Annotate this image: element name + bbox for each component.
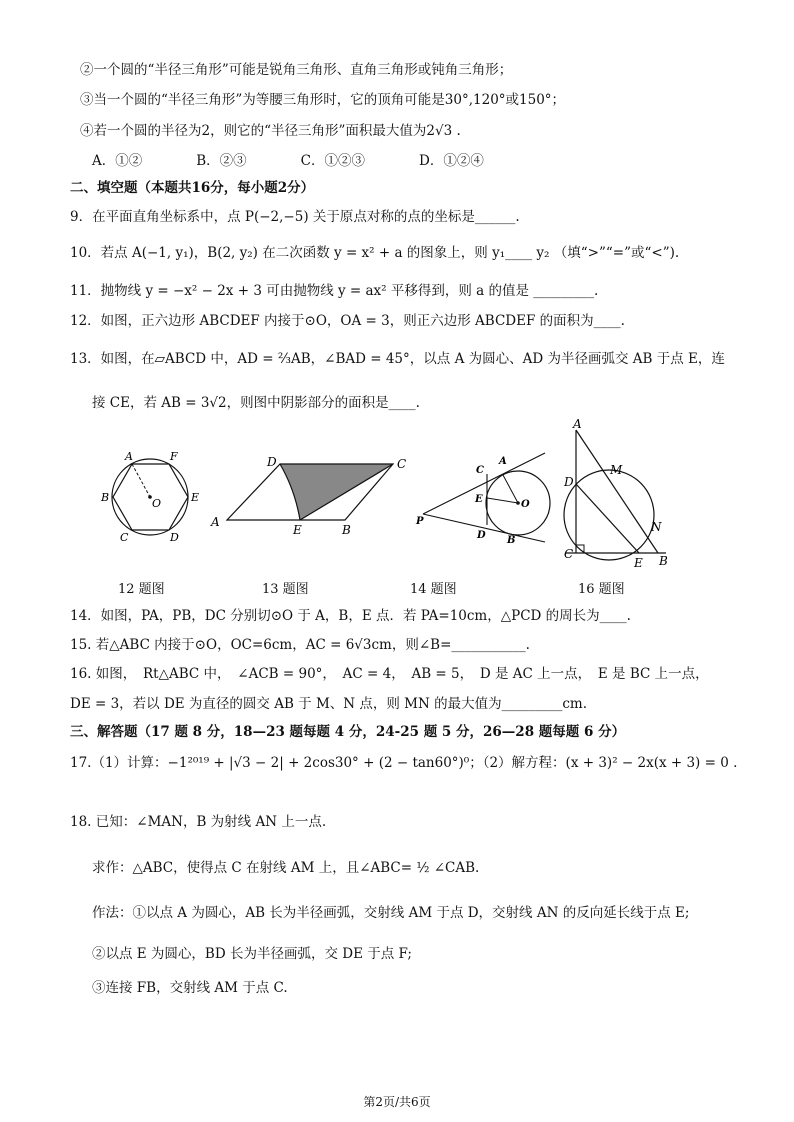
fig14-label-B: B — [507, 535, 516, 546]
fig13-label-D: D — [267, 455, 277, 469]
fig13-label-B: B — [342, 523, 351, 537]
fig16-caption: 16 题图 — [578, 582, 625, 597]
fig16-label-A: A — [573, 418, 582, 431]
fig14-label-C: C — [476, 465, 484, 476]
text-line-l13: 15. 若△ABC 内接于⊙O，OC=6cm，AC = 6√3cm，则∠B=___________. — [70, 637, 530, 653]
fig12-caption: 12 题图 — [118, 582, 165, 597]
fig16-label-B: B — [659, 554, 668, 568]
fig16-label-N: N — [651, 520, 662, 534]
fig13-caption: 13 题图 — [262, 582, 309, 597]
text-line-l2: ③当一个圆的“半径三角形”为等腰三角形时，它的顶角可能是30°,120°或150°； — [80, 92, 566, 108]
fig13-label-E: E — [293, 523, 302, 537]
fig14-caption: 14 题图 — [410, 582, 457, 597]
fig12-label-D: D — [170, 531, 179, 544]
text-line-l18: 18. 已知：∠MAN，B 为射线 AN 上一点. — [70, 814, 327, 830]
fig14-label-O: O — [521, 499, 530, 510]
text-line-l8: 11．抛物线 y = −x² − 2x + 3 可由抛物线 y = ax² 平移得到，则 a 的值是 _________. — [70, 283, 599, 299]
figure-14-tangents — [415, 448, 555, 548]
text-line-l21: ②以点 E 为圆心，BD 长为半径画弧，交 DE 于点 F; — [92, 946, 412, 962]
figure-16-right-triangle — [556, 418, 681, 570]
fig12-label-A: A — [125, 450, 133, 463]
text-line-l14: 16. 如图， Rt△ABC 中， ∠ACB = 90°， AC = 4， AB = 5， D 是 AC 上一点， E 是 BC 上一点， — [70, 666, 709, 682]
fig16-label-M: M — [610, 463, 623, 477]
text-line-l11: 接 CE，若 AB = 3√2，则图中阴影部分的面积是____. — [92, 395, 420, 411]
fig14-label-D: D — [477, 530, 486, 541]
text-line-l19: 求作：△ABC，使得点 C 在射线 AM 上，且∠ABC= ½ ∠CAB. — [92, 860, 480, 876]
text-line-l10: 13．如图，在▱ABCD 中，AD = ⅔AB，∠BAD = 45°，以点 A 为圆心、AD 为半径画弧交 AB 于点 E，连 — [70, 351, 725, 367]
fig12-label-C: C — [120, 531, 129, 544]
text-line-l6: 9．在平面直角坐标系中，点 P(−2,−5) 关于原点对称的点的坐标是______. — [70, 209, 520, 225]
text-line-l7: 10．若点 A(−1, y₁)，B(2, y₂) 在二次函数 y = x² + a 的图象上，则 y₁____ y₂ （填“>”“=”或“<”). — [70, 245, 680, 261]
text-line-l22: ③连接 FB，交射线 AM 于点 C. — [92, 980, 288, 996]
fig14-label-P: P — [416, 516, 424, 527]
fig16-label-C: C — [564, 547, 574, 561]
text-line-l4: A．①② B．②③ C．①②③ D．①②④ — [92, 153, 484, 169]
text-line-l20: 作法：①以点 A 为圆心，AB 长为半径画弧，交射线 AM 于点 D，交射线 AN 的反向延长线于点 E; — [92, 905, 690, 921]
fig16-label-E: E — [634, 556, 643, 570]
page-footer: 第2页/共6页 — [363, 1095, 431, 1109]
text-line-l16: 三、解答题（17 题 8 分，18—23 题每题 4 分，24-25 题 5 分，26—28 题每题 6 分） — [70, 724, 626, 740]
fig14-label-E: E — [475, 494, 483, 505]
text-line-l15: DE = 3，若以 DE 为直径的圆交 AB 于 M、N 点，则 MN 的最大值为_________cm. — [70, 696, 588, 712]
text-line-l17: 17.（1）计算：−1²⁰¹⁹ + |√3 − 2| + 2cos30° + (2 − tan60°)⁰；（2）解方程：(x + 3)² − 2x(x + 3) = 0 . — [70, 755, 738, 771]
fig13-label-C: C — [397, 457, 407, 471]
fig13-label-A: A — [211, 515, 220, 529]
fig14-label-A: A — [499, 456, 507, 467]
text-line-l12: 14．如图，PA，PB，DC 分别切⊙O 于 A，B，E 点．若 PA=10cm，△PCD 的周长为____. — [70, 608, 631, 624]
figure-13-parallelogram — [205, 450, 415, 540]
fig16-label-D: D — [564, 475, 574, 489]
fig12-label-F: F — [170, 450, 178, 463]
figure-12-hexagon — [92, 445, 212, 545]
fig12-label-B: B — [101, 491, 110, 504]
text-line-l9: 12．如图，正六边形 ABCDEF 内接于⊙O，OA = 3，则正六边形 ABCDEF 的面积为____. — [70, 313, 625, 329]
fig12-label-O: O — [152, 497, 162, 510]
text-line-l3: ④若一个圆的半径为2，则它的“半径三角形”面积最大值为2√3 . — [80, 123, 461, 139]
text-line-l1: ②一个圆的“半径三角形”可能是锐角三角形、直角三角形或钝角三角形； — [80, 62, 513, 78]
fig12-label-E: E — [191, 491, 200, 504]
text-line-l5: 二、填空题（本题共16分，每小题2分） — [70, 180, 315, 196]
